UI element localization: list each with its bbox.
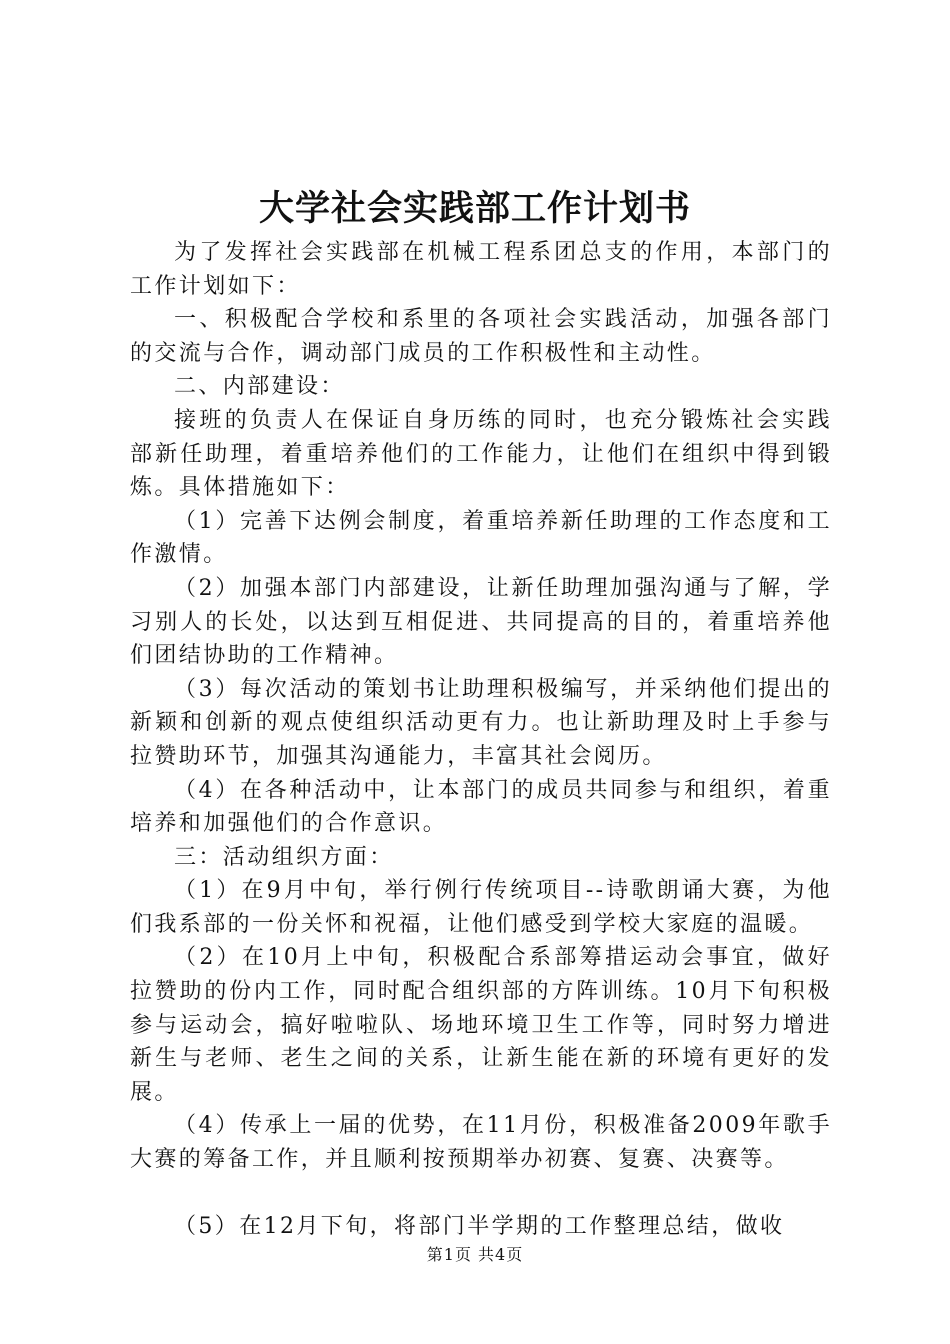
paragraph-activity-item-1: （1）在9月中旬，举行例行传统项目--诗歌朗诵大赛，为他们我系部的一份关怀和祝福，让他们感受到学校大家庭的温暖。 xyxy=(130,878,832,937)
paragraph-intro: 为了发挥社会实践部在机械工程系团总支的作用，本部门的工作计划如下： xyxy=(130,240,832,299)
paragraph-activity-item-2: （2）在10月上中旬，积极配合系部筹措运动会事宜，做好拉赞助的份内工作，同时配合组织部的方阵训练。10月下旬积极参与运动会，搞好啦啦队、场地环境卫生工作等，同时努力增进新生与老师、老生之间的关系，让新生能在新的环境有更好的发展。 xyxy=(130,945,832,1105)
paragraph-section-2-heading: 二、内部建设： xyxy=(174,374,345,400)
paragraph-activity-item-4: （4）传承上一届的优势，在11月份，积极准备2009年歌手大赛的筹备工作，并且顺利按预期举办初赛、复赛、决赛等。 xyxy=(130,1113,832,1173)
paragraph-internal-item-4: （4）在各种活动中，让本部门的成员共同参与和组织，着重培养和加强他们的合作意识。 xyxy=(130,777,832,837)
paragraph-section-3-heading: 三：活动组织方面： xyxy=(174,844,394,870)
paragraph-section-1: 一、积极配合学校和系里的各项社会实践活动，加强各部门的交流与合作，调动部门成员的工作积极性和主动性。 xyxy=(130,307,832,366)
document-body xyxy=(130,236,832,1243)
paragraph-internal-item-3: （3）每次活动的策划书让助理积极编写，并采纳他们提出的新颖和创新的观点使组织活动更有力。也让新助理及时上手参与拉赞助环节，加强其沟通能力，丰富其社会阅历。 xyxy=(130,676,832,769)
paragraph-internal-item-2: （2）加强本部门内部建设，让新任助理加强沟通与了解，学习别人的长处，以达到互相促进、共同提高的目的，着重培养他们团结协助的工作精神。 xyxy=(130,575,832,669)
document-title: 大学社会实践部工作计划书 xyxy=(258,189,691,229)
paragraph-internal-intro: 接班的负责人在保证自身历练的同时，也充分锻炼社会实践部新任助理，着重培养他们的工作能力，让他们在组织中得到锻炼。具体措施如下： xyxy=(130,407,832,501)
paragraph-activity-item-5: （5）在12月下旬，将部门半学期的工作整理总结，做收 xyxy=(174,1213,785,1239)
paragraph-internal-item-1: （1）完善下达例会制度，着重培养新任助理的工作态度和工作激情。 xyxy=(130,508,832,568)
page-footer: 第1页 共4页 xyxy=(426,1245,524,1264)
